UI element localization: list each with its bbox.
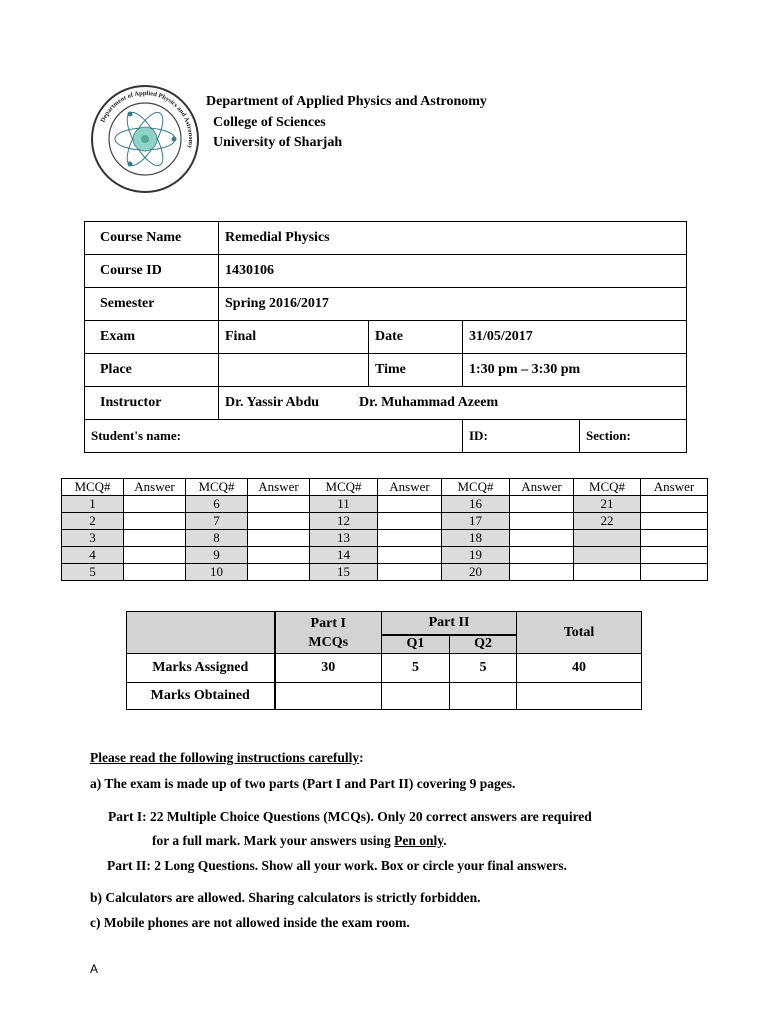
mcq-row	[62, 530, 708, 547]
mcq-number: 2	[62, 513, 124, 530]
date-value: 31/05/2017	[463, 321, 687, 354]
answer-col-header: Answer	[510, 479, 574, 496]
course-info-table	[84, 221, 687, 453]
instructions-heading-colon: :	[359, 750, 364, 765]
instruction-part2: Part II: 2 Long Questions. Show all your work. Box or circle your final answers.	[107, 858, 567, 873]
instruction-part1-cont-end: .	[443, 833, 447, 848]
instructions-heading	[90, 750, 364, 766]
instruction-part1-cont-text: for a full mark. Mark your answers using	[152, 833, 395, 848]
marks-obtained-label: Marks Obtained	[127, 683, 275, 710]
instruction-part1: Part I: 22 Multiple Choice Questions (MCQs). Only 20 correct answers are required	[108, 809, 592, 824]
marks-corner-cell	[127, 612, 275, 654]
instruction-a: a) The exam is made up of two parts (Part I and Part II) covering 9 pages.	[90, 776, 516, 791]
answer-cell[interactable]	[510, 496, 574, 513]
instructor-2: Dr. Muhammad Azeem	[359, 395, 499, 410]
place-value	[219, 354, 369, 387]
mcq-number: 22	[574, 513, 641, 530]
answer-cell[interactable]	[378, 496, 442, 513]
answer-cell[interactable]	[641, 513, 708, 530]
mcq-col-header: MCQ#	[310, 479, 378, 496]
marks-obtained-part1[interactable]	[275, 683, 382, 710]
mcq-number: 14	[310, 547, 378, 564]
answer-cell[interactable]	[641, 547, 708, 564]
college-name: College of Sciences	[213, 115, 326, 130]
mcq-number: 10	[186, 564, 248, 581]
instruction-b: b) Calculators are allowed. Sharing calculators is strictly forbidden.	[90, 890, 481, 905]
answer-cell[interactable]	[248, 513, 310, 530]
q2-header: Q2	[450, 635, 517, 654]
mcq-number: 6	[186, 496, 248, 513]
instruction-c: c) Mobile phones are not allowed inside the exam room.	[90, 915, 410, 930]
mcq-number: 19	[442, 547, 510, 564]
mcq-row	[62, 547, 708, 564]
answer-cell[interactable]	[248, 547, 310, 564]
part1-header	[275, 612, 382, 654]
student-info-row	[85, 420, 687, 453]
course-id-row	[85, 255, 687, 288]
time-value: 1:30 pm – 3:30 pm	[463, 354, 687, 387]
semester-value: Spring 2016/2017	[219, 288, 687, 321]
marks-assigned-total: 40	[517, 654, 642, 683]
q1-header: Q1	[382, 635, 450, 654]
marks-table	[126, 611, 642, 710]
answer-cell[interactable]	[378, 564, 442, 581]
mcq-col-header: MCQ#	[442, 479, 510, 496]
part1-subtitle: MCQs	[308, 634, 349, 650]
answer-cell[interactable]	[510, 564, 574, 581]
exam-version-letter: A	[90, 962, 99, 976]
mcq-row	[62, 496, 708, 513]
svg-text:Department of Applied Physics: Department of Applied Physics and Astronomy	[99, 89, 195, 150]
answer-cell[interactable]	[510, 530, 574, 547]
instructor-value	[219, 387, 687, 420]
marks-obtained-row	[127, 683, 642, 710]
place-label: Place	[85, 354, 219, 387]
course-id-label: Course ID	[85, 255, 219, 288]
mcq-number	[574, 547, 641, 564]
marks-obtained-q1[interactable]	[382, 683, 450, 710]
exam-value: Final	[219, 321, 369, 354]
semester-row	[85, 288, 687, 321]
course-name-row	[85, 222, 687, 255]
mcq-number: 1	[62, 496, 124, 513]
marks-assigned-row	[127, 654, 642, 683]
mcq-header-row	[62, 479, 708, 496]
department-logo	[90, 84, 200, 194]
date-label: Date	[369, 321, 463, 354]
mcq-number: 16	[442, 496, 510, 513]
part1-title: Part I	[310, 615, 346, 631]
marks-assigned-q1: 5	[382, 654, 450, 683]
answer-cell[interactable]	[641, 530, 708, 547]
answer-col-header: Answer	[248, 479, 310, 496]
mcq-col-header: MCQ#	[574, 479, 641, 496]
total-header: Total	[517, 612, 642, 654]
mcq-number: 17	[442, 513, 510, 530]
mcq-number: 13	[310, 530, 378, 547]
instructor-1: Dr. Yassir Abdu	[225, 395, 320, 410]
answer-cell[interactable]	[378, 513, 442, 530]
place-row	[85, 354, 687, 387]
semester-label: Semester	[85, 288, 219, 321]
marks-obtained-total[interactable]	[517, 683, 642, 710]
marks-assigned-part1: 30	[275, 654, 382, 683]
mcq-row	[62, 513, 708, 530]
course-name-value: Remedial Physics	[219, 222, 687, 255]
marks-header-row	[127, 612, 642, 635]
answer-cell[interactable]	[124, 496, 186, 513]
answer-cell[interactable]	[124, 530, 186, 547]
mcq-number: 15	[310, 564, 378, 581]
answer-col-header: Answer	[378, 479, 442, 496]
university-name: University of Sharjah	[213, 135, 343, 150]
mcq-number	[574, 530, 641, 547]
time-label: Time	[369, 354, 463, 387]
mcq-number: 20	[442, 564, 510, 581]
mcq-number: 3	[62, 530, 124, 547]
mcq-col-header: MCQ#	[62, 479, 124, 496]
answer-cell[interactable]	[248, 496, 310, 513]
mcq-number: 4	[62, 547, 124, 564]
course-name-label: Course Name	[85, 222, 219, 255]
pen-only-emphasis: Pen only	[394, 833, 444, 848]
mcq-number: 11	[310, 496, 378, 513]
student-name-field[interactable]: Student's name:	[85, 420, 463, 453]
student-id-field[interactable]: ID:	[463, 420, 580, 453]
answer-col-header: Answer	[124, 479, 186, 496]
department-name: Department of Applied Physics and Astronomy	[206, 94, 487, 109]
marks-assigned-label: Marks Assigned	[127, 654, 275, 683]
mcq-number: 12	[310, 513, 378, 530]
course-id-value: 1430106	[219, 255, 687, 288]
answer-cell[interactable]	[248, 564, 310, 581]
answer-cell[interactable]	[124, 564, 186, 581]
answer-col-header: Answer	[641, 479, 708, 496]
instructions-heading-text: Please read the following instructions carefully	[90, 750, 360, 765]
instructor-label: Instructor	[85, 387, 219, 420]
answer-cell[interactable]	[510, 513, 574, 530]
answer-cell[interactable]	[641, 564, 708, 581]
mcq-number: 9	[186, 547, 248, 564]
marks-obtained-q2[interactable]	[450, 683, 517, 710]
answer-cell[interactable]	[378, 530, 442, 547]
mcq-number: 5	[62, 564, 124, 581]
exam-row	[85, 321, 687, 354]
mcq-number: 18	[442, 530, 510, 547]
marks-assigned-q2: 5	[450, 654, 517, 683]
answer-cell[interactable]	[124, 513, 186, 530]
mcq-number: 8	[186, 530, 248, 547]
instruction-part1-cont	[152, 833, 447, 849]
answer-cell[interactable]	[378, 547, 442, 564]
instructor-row	[85, 387, 687, 420]
section-field[interactable]: Section:	[580, 420, 687, 453]
mcq-col-header: MCQ#	[186, 479, 248, 496]
mcq-answer-table	[61, 478, 708, 581]
part2-header: Part II	[382, 612, 517, 635]
mcq-number: 21	[574, 496, 641, 513]
answer-cell[interactable]	[641, 496, 708, 513]
answer-cell[interactable]	[510, 547, 574, 564]
exam-label: Exam	[85, 321, 219, 354]
mcq-number	[574, 564, 641, 581]
answer-cell[interactable]	[124, 547, 186, 564]
mcq-row	[62, 564, 708, 581]
mcq-number: 7	[186, 513, 248, 530]
answer-cell[interactable]	[248, 530, 310, 547]
